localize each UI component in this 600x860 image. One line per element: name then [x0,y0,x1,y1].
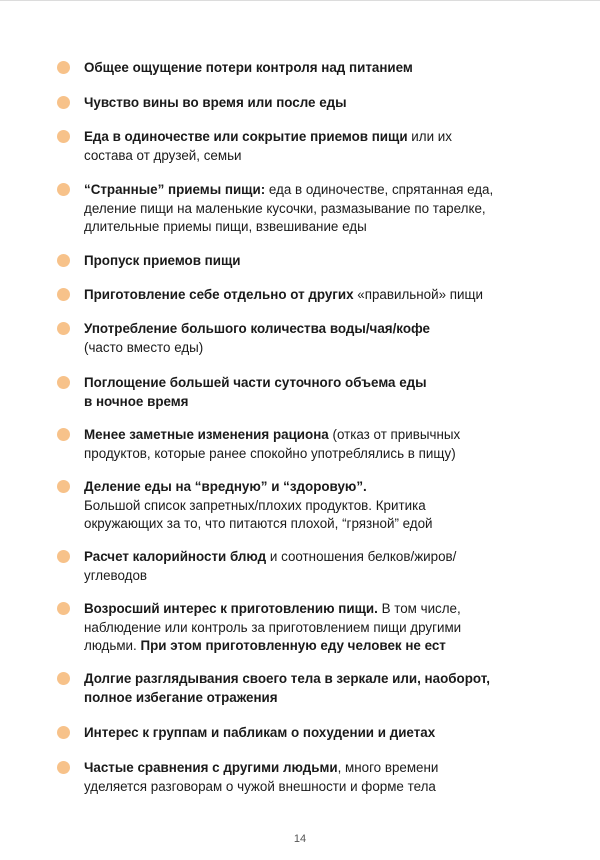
item-line [84,478,589,497]
top-divider [0,0,600,1]
regular-text: , много времени [337,760,439,775]
bullet-dot-icon [57,183,70,196]
item-line [84,339,589,358]
regular-text: (отказ от привычных [328,427,461,442]
item-line [84,128,589,147]
regular-text: (часто вместо еды) [84,339,204,355]
list-item [57,252,589,271]
list-item [57,548,589,585]
item-line [84,426,589,445]
list-item [57,59,589,78]
item-line [84,497,589,516]
bold-text: Еда в одиночестве или сокрытие приемов пищи [84,129,408,144]
bullet-dot-icon [57,376,70,389]
regular-text: Большой список запретных/плохих продуктов. Критика [84,497,426,513]
bullet-dot-icon [57,288,70,301]
list-item [57,128,589,165]
regular-text: длительные приемы пищи, взвешивание еды [84,219,367,234]
regular-text: состава от друзей, семьи [84,147,242,163]
item-line [84,393,589,412]
bold-text: Поглощение большей части суточного объема еды [84,375,427,390]
bullet-dot-icon [57,428,70,441]
item-line [84,320,589,339]
page-number: 14 [293,833,307,845]
bold-text: Возросший интерес к приготовлению пищи. [84,601,378,616]
list-item [57,478,589,534]
item-line [84,374,589,393]
bold-text: “Странные” приемы пищи: [84,182,266,197]
bullet-dot-icon [57,672,70,685]
bold-text: Деление еды на “вредную” и “здоровую”. [84,479,367,494]
item-line [84,181,589,200]
bullet-dot-icon [57,254,70,267]
regular-text: наблюдение или контроль за приготовлением пищи другими [84,619,462,635]
list-item [57,286,589,305]
item-line [84,59,589,78]
bullet-dot-icon [57,96,70,109]
bullet-dot-icon [57,602,70,615]
regular-text: окружающих за то, что питаются плохой, “грязной” едой [84,516,433,531]
regular-text: еда в одиночестве, спрятанная еда, [265,182,494,197]
bold-text: Общее ощущение потери контроля над питанием [84,60,413,75]
list-item [57,181,589,237]
list-item [57,94,589,113]
item-line [84,759,589,778]
item-line [84,218,589,237]
bullet-dot-icon [57,726,70,739]
item-line [84,200,589,219]
bold-text: Расчет калорийности блюд [84,549,267,564]
item-line [84,567,589,586]
regular-text: людьми. [84,638,141,653]
regular-text: продуктов, которые ранее спокойно употреблялись в пищу) [84,445,456,461]
item-line [84,689,589,708]
bold-text: При этом приготовленную еду человек не ест [140,638,446,653]
bullet-dot-icon [57,322,70,335]
item-line [84,724,589,743]
bullet-dot-icon [57,550,70,563]
list-item [57,426,589,463]
bold-text: Интерес к группам и пабликам о похудении и диетах [84,725,436,740]
item-line [84,600,589,619]
item-line [84,445,589,464]
item-line [84,515,589,534]
list-item [57,374,589,411]
regular-text: углеводов [84,567,148,583]
bold-text: Менее заметные изменения рациона [84,427,329,442]
list-item [57,600,589,656]
item-line [84,252,589,271]
item-line [84,147,589,166]
item-line [84,548,589,567]
bold-text: Частые сравнения с другими людьми [84,760,338,775]
regular-text: или их [407,129,452,144]
bold-text: полное избегание отражения [84,689,278,705]
bullet-dot-icon [57,761,70,774]
bullet-dot-icon [57,130,70,143]
item-line [84,670,589,689]
item-line [84,286,589,305]
bullet-dot-icon [57,61,70,74]
bold-text: Употребление большого количества воды/чая/кофе [84,321,431,336]
item-line [84,619,589,638]
regular-text: деление пищи на маленькие кусочки, размазывание по тарелке, [84,200,486,216]
list-item [57,724,589,743]
list-item [57,670,589,707]
regular-text: В том числе, [377,601,461,616]
item-line [84,778,589,797]
list-item [57,759,589,796]
bold-text: Долгие разглядывания своего тела в зеркале или, наоборот, [84,671,491,686]
regular-text: «правильной» пищи [353,287,483,302]
bullet-dot-icon [57,480,70,493]
item-line [84,637,589,656]
list-item [57,320,589,357]
bold-text: Чувство вины во время или после еды [84,95,347,110]
bold-text: в ночное время [84,393,189,409]
regular-text: и соотношения белков/жиров/ [266,549,457,564]
bold-text: Пропуск приемов пищи [84,253,241,268]
regular-text: уделяется разговорам о чужой внешности и форме тела [84,778,436,794]
bold-text: Приготовление себе отдельно от других [84,287,354,302]
item-line [84,94,589,113]
